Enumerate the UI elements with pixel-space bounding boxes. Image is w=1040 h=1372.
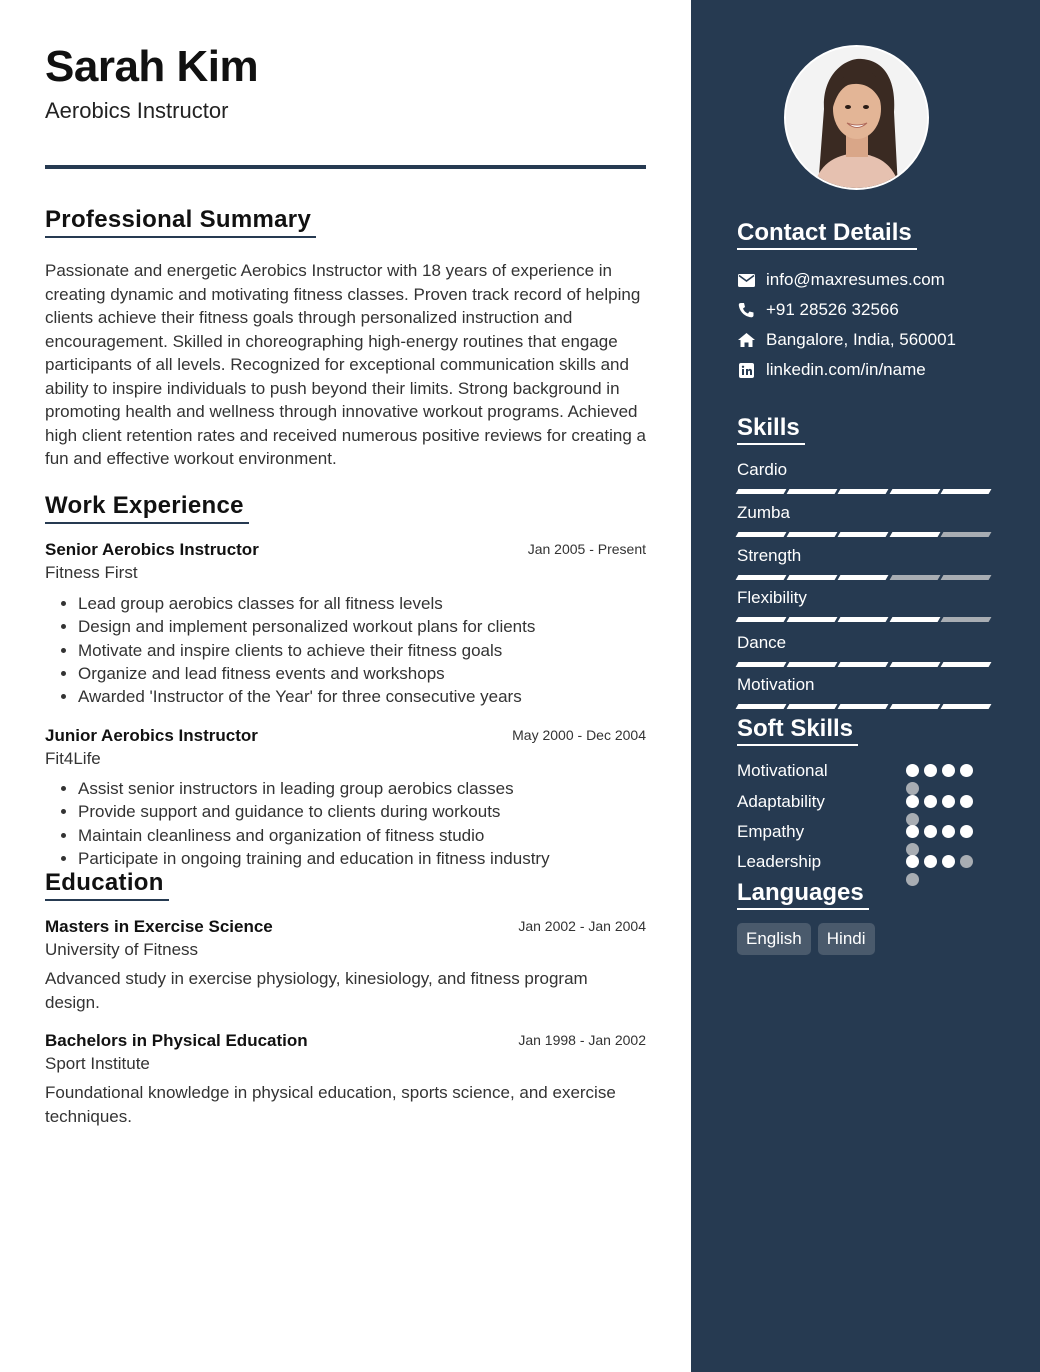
job-bullet: • Participate in ongoing training and education in fitness industry [78,847,646,870]
skills-heading: Skills [737,414,805,445]
address-text: Bangalore, India, 560001 [766,330,956,349]
rating-dot [906,795,919,808]
envelope-icon [737,271,755,289]
job-bullet: • Motivate and inspire clients to achieve their fitness goals [78,639,646,662]
linkedin-text: linkedin.com/in/name [766,360,926,379]
languages-heading: Languages [737,879,869,910]
languages-list [737,923,882,955]
language-chip: Hindi [818,923,875,955]
skill-level-segment [787,662,838,667]
job-title: Senior Aerobics Instructor [45,540,259,559]
rating-dot [942,855,955,868]
skill-level-bar [737,532,993,537]
job-bullet: • Design and implement personalized workout plans for clients [78,615,646,638]
rating-dot [906,825,919,838]
candidate-title: Aerobics Instructor [45,98,229,123]
soft-skill-label: Motivational [737,761,828,780]
degree-title: Masters in Exercise Science [45,917,273,936]
job-entry [45,539,646,708]
rating-dot [924,795,937,808]
phone-text: +91 28526 32566 [766,300,899,319]
skill-level-segment [889,575,940,580]
job-bullet: • Lead group aerobics classes for all fitness levels [78,592,646,615]
skill-level-segment [838,575,889,580]
skill-level-segment [889,489,940,494]
skill-item [737,459,993,494]
skill-label: Strength [737,546,802,565]
degree-title: Bachelors in Physical Education [45,1031,308,1050]
skill-level-segment [736,489,787,494]
skill-level-bar [737,489,993,494]
skill-level-segment [940,617,991,622]
contact-phone[interactable] [737,298,899,322]
job-bullet: • Awarded 'Instructor of the Year' for three consecutive years [78,685,646,708]
sidebar [691,0,1040,1372]
education-entry [45,1030,646,1129]
experience-heading: Work Experience [45,492,249,524]
skill-level-segment [838,532,889,537]
contact-address [737,328,956,352]
skill-level-segment [838,489,889,494]
phone-icon [737,301,755,319]
education-date: Jan 1998 - Jan 2002 [518,1032,646,1048]
skill-level-segment [889,662,940,667]
skill-level-segment [838,662,889,667]
skill-level-segment [736,617,787,622]
job-bullet: • Maintain cleanliness and organization of fitness studio [78,824,646,847]
skill-item [737,587,993,622]
skill-level-segment [787,617,838,622]
skill-level-segment [736,662,787,667]
candidate-name: Sarah Kim [45,42,259,91]
email-text: info@maxresumes.com [766,270,945,289]
linkedin-icon [737,361,755,379]
soft-skill-label: Leadership [737,852,822,871]
soft-skills-heading: Soft Skills [737,715,858,746]
home-icon [737,331,755,349]
education-date: Jan 2002 - Jan 2004 [518,918,646,934]
skill-label: Cardio [737,460,788,479]
soft-skill-label: Adaptability [737,792,825,811]
skill-level-segment [787,532,838,537]
summary-text: Passionate and energetic Aerobics Instructor with 18 years of experience in creating dynamic and motivating fitness classes. Proven track record of helping clients achieve their fitness goals through personalized instruction and encouragement. Skilled in choreographing high-energy routines that engage participants of all levels. Recognized for exceptional communication skills and ability to inspire individuals to push beyond their limits. Strong background in promoting health and wellness through innovative workout programs. Achieved high client retention rates and received numerous positive reviews for creating a fun and effective workout environment. [45,261,646,468]
soft-skill-item [737,850,977,874]
skill-level-bar [737,662,993,667]
job-company: Fit4Life [45,749,101,768]
contact-linkedin[interactable] [737,358,926,382]
job-bullet: • Provide support and guidance to clients during workouts [78,800,646,823]
job-bullets [45,777,646,870]
rating-dot [924,855,937,868]
skill-level-bar [737,704,993,709]
skill-item [737,502,993,537]
job-date: May 2000 - Dec 2004 [512,727,646,743]
education-description: Advanced study in exercise physiology, kinesiology, and fitness program design. [45,969,588,1012]
soft-skill-item [737,820,977,844]
contact-email[interactable] [737,268,945,292]
summary-heading: Professional Summary [45,206,316,238]
skill-level-segment [787,489,838,494]
job-date: Jan 2005 - Present [527,541,646,557]
rating-dot [906,764,919,777]
skill-level-segment [940,489,991,494]
rating-dot [960,795,973,808]
rating-dot [906,855,919,868]
soft-skill-label: Empathy [737,822,805,841]
skill-level-segment [940,662,991,667]
skill-level-segment [889,617,940,622]
rating-dot [942,825,955,838]
rating-dot [960,764,973,777]
skill-label: Dance [737,633,787,652]
skill-level-bar [737,617,993,622]
skill-level-segment [838,617,889,622]
skill-item [737,545,993,580]
job-bullet: • Assist senior instructors in leading group aerobics classes [78,777,646,800]
soft-skill-item [737,790,977,814]
skill-level-segment [889,704,940,709]
skill-level-segment [940,704,991,709]
profile-photo [784,45,929,190]
skill-level-segment [736,532,787,537]
rating-dot [960,855,973,868]
job-entry [45,725,646,870]
rating-dot [924,825,937,838]
rating-dot [960,825,973,838]
skill-item [737,674,993,709]
skill-label: Flexibility [737,588,807,607]
skill-level-bar [737,575,993,580]
soft-skill-item [737,759,977,783]
skill-level-segment [787,704,838,709]
rating-dot [942,795,955,808]
skill-level-segment [940,575,991,580]
skill-item [737,632,993,667]
job-company: Fitness First [45,563,138,582]
skill-level-segment [940,532,991,537]
skill-level-segment [736,575,787,580]
skill-level-segment [787,575,838,580]
education-heading: Education [45,869,169,901]
skill-label: Motivation [737,675,815,694]
education-description: Foundational knowledge in physical education, sports science, and exercise techniques. [45,1083,616,1126]
contact-heading: Contact Details [737,219,917,250]
header-divider [45,165,646,169]
skill-label: Zumba [737,503,790,522]
rating-dot [924,764,937,777]
skill-level-segment [838,704,889,709]
rating-dot [906,873,919,886]
skill-level-segment [736,704,787,709]
job-title: Junior Aerobics Instructor [45,726,258,745]
education-entry [45,916,646,1015]
school-name: Sport Institute [45,1054,150,1073]
language-chip: English [737,923,811,955]
soft-skill-rating [906,855,986,891]
rating-dot [942,764,955,777]
profile-photo-illustration [786,47,927,188]
school-name: University of Fitness [45,940,199,959]
job-bullet: • Organize and lead fitness events and workshops [78,662,646,685]
job-bullets [45,592,646,708]
skill-level-segment [889,532,940,537]
